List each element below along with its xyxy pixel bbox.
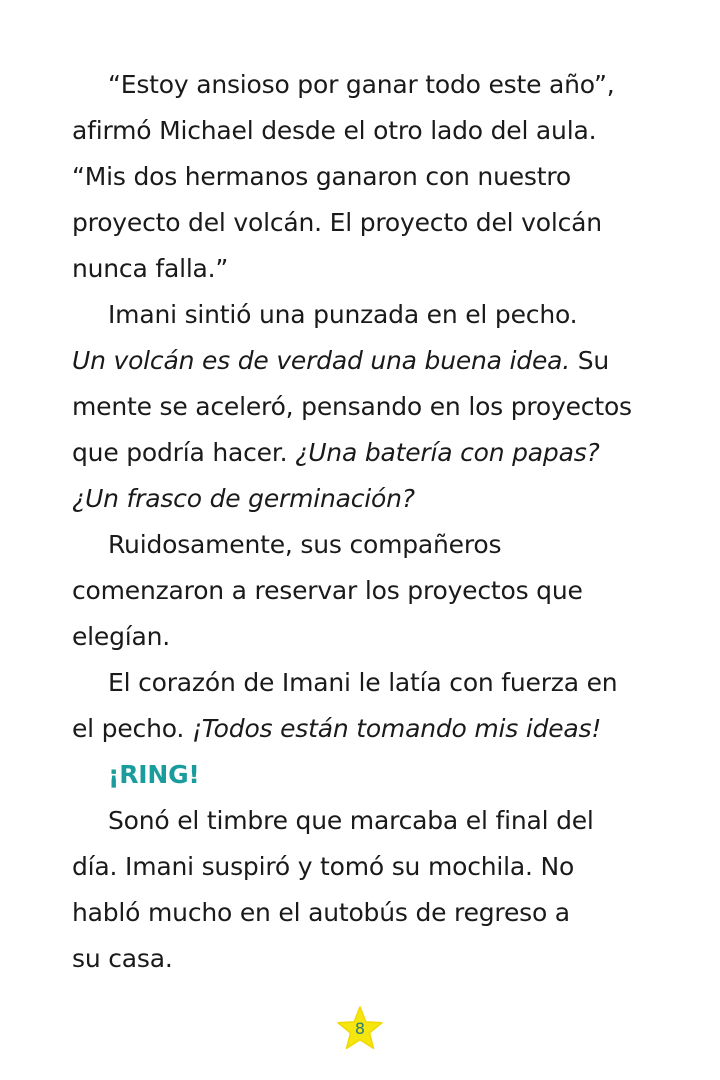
text-span: “Mis dos hermanos ganaron con nuestro: [72, 162, 571, 191]
text-span: mente se aceleró, pensando en los proyectos: [72, 392, 632, 421]
text-span: Sonó el timbre que marcaba el final del: [108, 806, 594, 835]
text-line: [72, 200, 672, 246]
text-line: [72, 660, 672, 706]
page-number: 8: [354, 1019, 366, 1038]
text-span: Ruidosamente, sus compañeros: [108, 530, 502, 559]
text-span: día. Imani suspiró y tomó su mochila. No: [72, 852, 575, 881]
text-span: proyecto del volcán. El proyecto del volcán: [72, 208, 602, 237]
thought-text: ¿Un frasco de germinación?: [72, 484, 415, 513]
text-line: [72, 844, 672, 890]
sound-effect-text: ¡RING!: [108, 760, 200, 789]
text-span: El corazón de Imani le latía con fuerza en: [108, 668, 618, 697]
text-span: Su: [570, 346, 610, 375]
text-span: el pecho.: [72, 714, 192, 743]
text-line: [72, 890, 672, 936]
text-line: [72, 614, 672, 660]
text-span: “Estoy ansioso por ganar todo este año”,: [108, 70, 615, 99]
text-line: [72, 292, 672, 338]
text-line: [72, 384, 672, 430]
text-line: [72, 522, 672, 568]
text-line: [72, 246, 672, 292]
thought-text: ¡Todos están tomando mis ideas!: [191, 714, 602, 743]
text-line: [72, 62, 672, 108]
thought-text: ¿Una batería con papas?: [295, 438, 600, 467]
text-line: [72, 752, 672, 798]
text-line: [72, 798, 672, 844]
text-span: que podría hacer.: [72, 438, 296, 467]
text-line: [72, 154, 672, 200]
text-span: Imani sintió una punzada en el pecho.: [108, 300, 578, 329]
text-line: [72, 936, 672, 982]
text-line: [72, 476, 672, 522]
story-text: [72, 62, 672, 982]
text-span: afirmó Michael desde el otro lado del aula.: [72, 116, 597, 145]
text-line: [72, 338, 672, 384]
text-line: [72, 108, 672, 154]
thought-text: Un volcán es de verdad una buena idea.: [72, 346, 571, 375]
page-number-badge: [336, 1005, 384, 1053]
text-span: habló mucho en el autobús de regreso a: [72, 898, 570, 927]
text-span: su casa.: [72, 944, 173, 973]
text-line: [72, 430, 672, 476]
text-line: [72, 706, 672, 752]
text-line: [72, 568, 672, 614]
text-span: nunca falla.”: [72, 254, 229, 283]
text-span: elegían.: [72, 622, 171, 651]
text-span: comenzaron a reservar los proyectos que: [72, 576, 583, 605]
